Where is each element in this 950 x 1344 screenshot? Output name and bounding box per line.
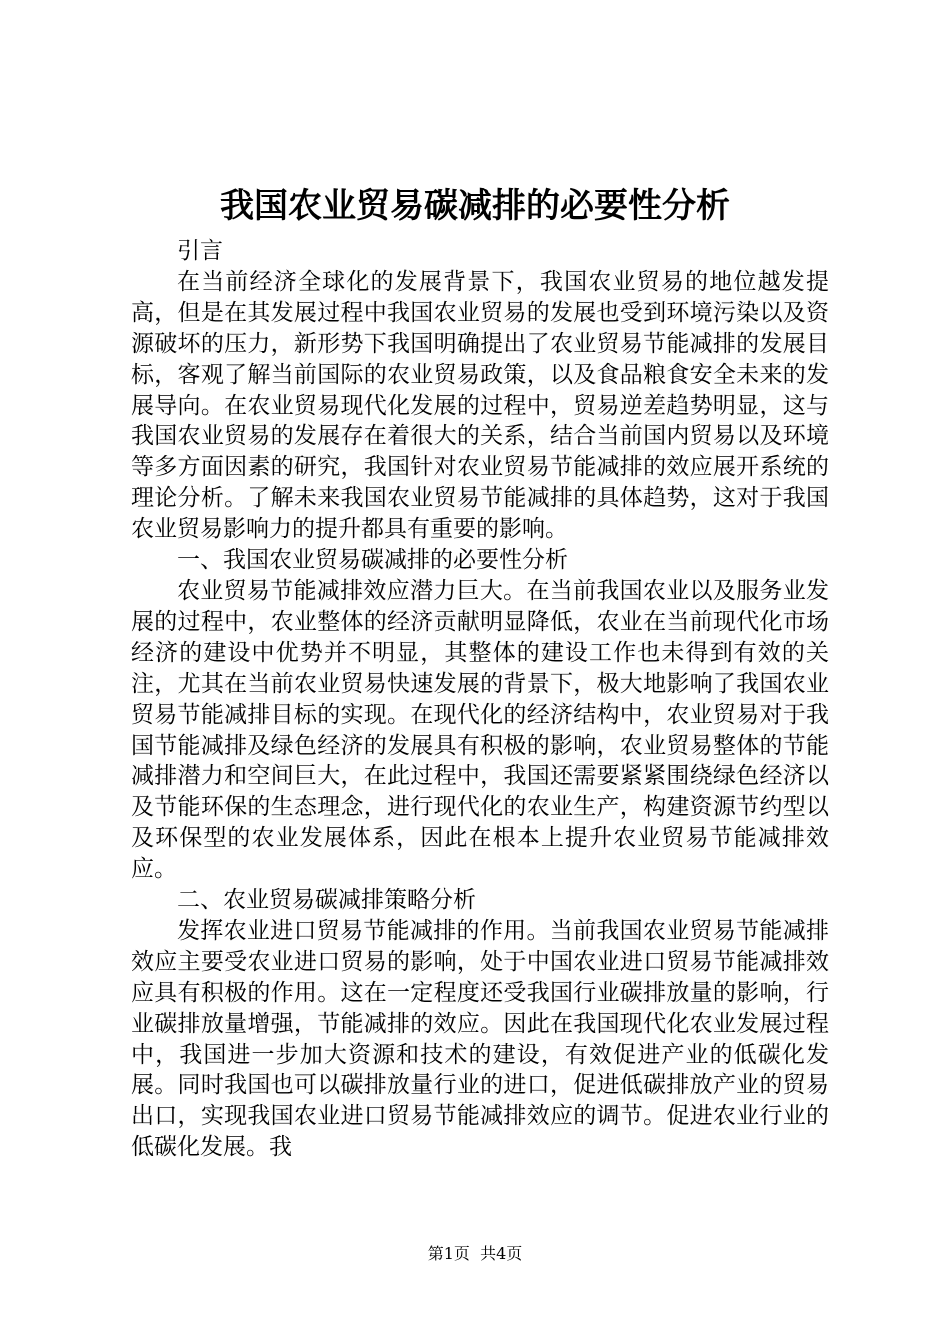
paragraph-section-2: 发挥农业进口贸易节能减排的作用。当前我国农业贸易节能减排效应主要受农业进口贸易的影响，处于中国农业进口贸易节能减排效应具有积极的作用。这在一定程度还受我国行业碳排放量的影响，行业碳排放量增强，节能减排的效应。因此在我国现代化农业发展过程中，我国进一步加大资源和技术的建设，有效促进产业的低碳化发展。同时我国也可以碳排放量行业的进口，促进低碳排放产业的贸易出口，实现我国农业进口贸易节能减排效应的调节。促进农业行业的低碳化发展。我: [131, 917, 829, 1161]
paragraph-section-1: 农业贸易节能减排效应潜力巨大。在当前我国农业以及服务业发展的过程中，农业整体的经济贡献明显降低，农业在当前现代化市场经济的建设中优势并不明显，其整体的建设工作也未得到有效的关注，尤其在当前农业贸易快速发展的背景下，极大地影响了我国农业贸易节能减排目标的实现。在现代化的经济结构中，农业贸易对于我国节能减排及绿色经济的发展具有积极的影响，农业贸易整体的节能减排潜力和空间巨大，在此过程中，我国还需要紧紧围绕绿色经济以及节能环保的生态理念，进行现代化的农业生产，构建资源节约型以及环保型的农业发展体系，因此在根本上提升农业贸易节能减排效应。: [131, 577, 829, 883]
section-heading-1: 一、我国农业贸易碳减排的必要性分析: [177, 547, 568, 574]
page-number: 第1页: [427, 1244, 470, 1263]
page-total: 共4页: [480, 1244, 523, 1263]
document-body: [131, 236, 829, 1163]
paragraph-intro: 在当前经济全球化的发展背景下，我国农业贸易的地位越发提高，但是在其发展过程中我国农业贸易的发展也受到环境污染以及资源破坏的压力，新形势下我国明确提出了农业贸易节能减排的发展目标，客观了解当前国际的农业贸易政策，以及食品粮食安全未来的发展导向。在农业贸易现代化发展的过程中，贸易逆差趋势明显，这与我国农业贸易的发展存在着很大的关系，结合当前国内贸易以及环境等多方面因素的研究，我国针对农业贸易节能减排的效应展开系统的理论分析。了解未来我国农业贸易节能减排的具体趋势，这对于我国农业贸易影响力的提升都具有重要的影响。: [131, 268, 829, 543]
footer-separator: [470, 1244, 480, 1263]
document-title: 我国农业贸易碳减排的必要性分析: [220, 186, 730, 226]
section-heading-2: 二、农业贸易碳减排策略分析: [177, 887, 476, 914]
page-footer: [0, 1243, 950, 1265]
paragraph-intro-heading: 引言: [177, 238, 223, 264]
